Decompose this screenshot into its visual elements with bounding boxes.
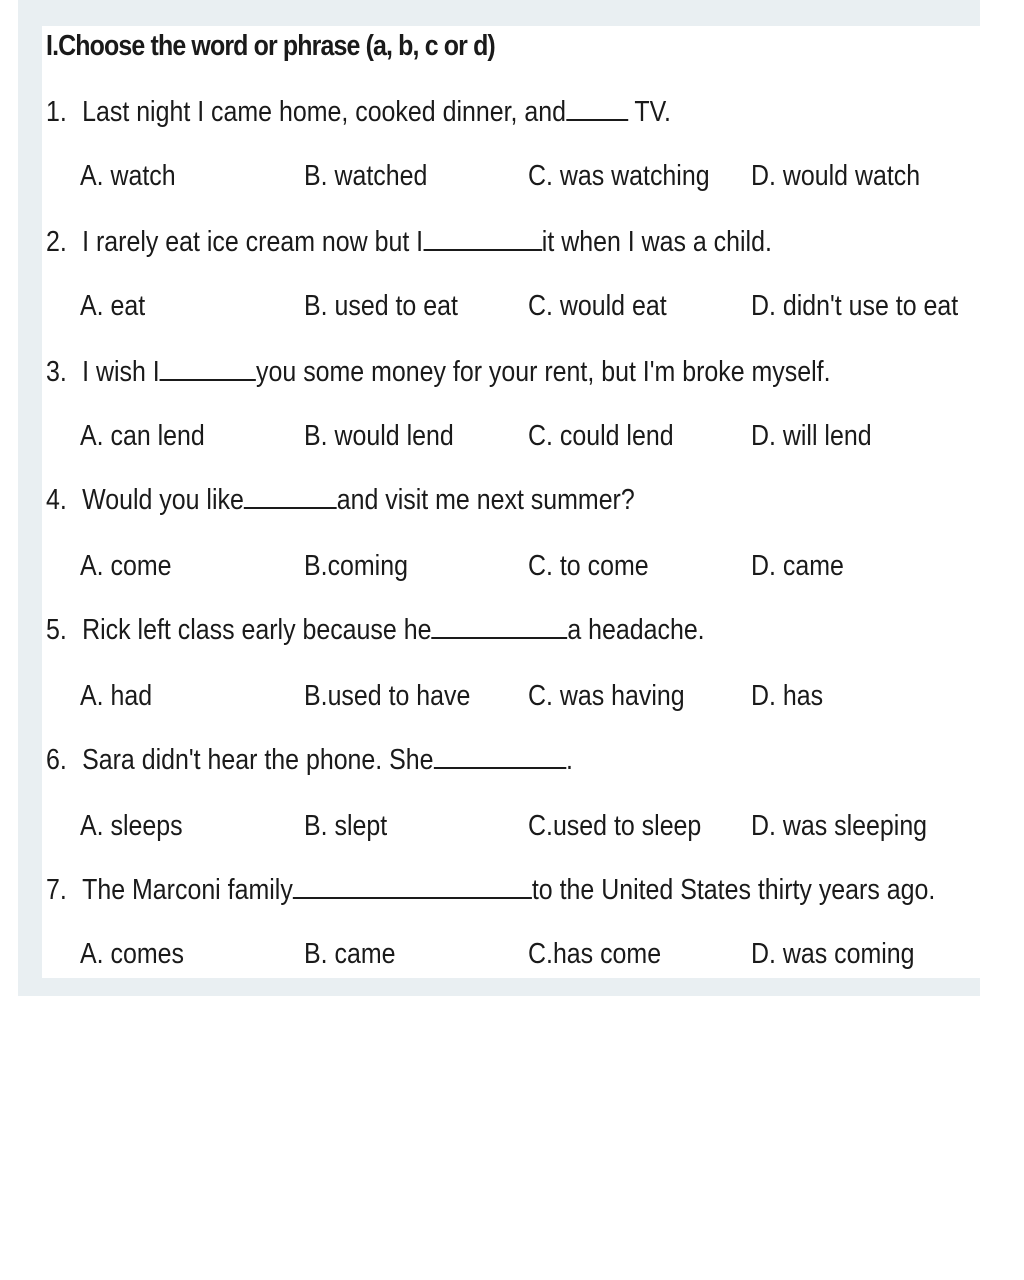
option-c[interactable]: C. to come (528, 550, 649, 582)
option-a[interactable]: A. can lend (80, 420, 205, 452)
option-b[interactable]: B. slept (304, 810, 388, 842)
option-a[interactable]: A. eat (80, 290, 146, 322)
option-c[interactable]: C.used to sleep (528, 810, 702, 842)
option-b[interactable]: B. would lend (304, 420, 454, 452)
option-c[interactable]: C. was having (528, 680, 685, 712)
option-d[interactable]: D. came (751, 550, 844, 582)
answer-blank[interactable] (431, 615, 567, 639)
option-c[interactable]: C. was watching (528, 160, 710, 192)
option-b[interactable]: B.used to have (304, 680, 471, 712)
answer-blank[interactable] (244, 485, 337, 509)
question-text-after: you some money for your rent, but I'm broke myself. (256, 356, 831, 388)
question-2 (46, 226, 772, 259)
question-number: 1. (46, 96, 67, 128)
question-3 (46, 356, 831, 389)
question-text-before: Sara didn't hear the phone. She (82, 744, 434, 776)
option-d[interactable]: D. will lend (751, 420, 872, 452)
option-d[interactable]: D. was coming (751, 938, 915, 970)
option-c[interactable]: C. would eat (528, 290, 667, 322)
option-a[interactable]: A. watch (80, 160, 176, 192)
question-5 (46, 614, 705, 647)
question-text-before: The Marconi family (82, 874, 293, 906)
option-a[interactable]: A. come (80, 550, 172, 582)
option-a[interactable]: A. had (80, 680, 153, 712)
question-text-after: it when I was a child. (541, 226, 772, 258)
option-a[interactable]: A. sleeps (80, 810, 183, 842)
question-text-after: and visit me next summer? (336, 484, 635, 516)
exercise-heading: I.Choose the word or phrase (a, b, c or d) (46, 30, 495, 62)
question-text-before: I wish I (82, 356, 160, 388)
option-a[interactable]: A. comes (80, 938, 184, 970)
question-text-after: TV. (627, 96, 671, 128)
question-text-before: Last night I came home, cooked dinner, and (82, 96, 566, 128)
worksheet (42, 26, 988, 978)
option-b[interactable]: B. watched (304, 160, 428, 192)
question-number: 3. (46, 356, 67, 388)
question-7 (46, 874, 935, 907)
option-c[interactable]: C. could lend (528, 420, 674, 452)
answer-blank[interactable] (566, 97, 628, 121)
question-number: 4. (46, 484, 67, 516)
option-b[interactable]: B.coming (304, 550, 408, 582)
option-d[interactable]: D. would watch (751, 160, 921, 192)
question-text-before: Would you like (82, 484, 244, 516)
option-d[interactable]: D. has (751, 680, 824, 712)
question-6 (46, 744, 573, 777)
worksheet-frame (18, 0, 980, 996)
answer-blank[interactable] (423, 227, 542, 251)
question-number: 5. (46, 614, 67, 646)
option-c[interactable]: C.has come (528, 938, 662, 970)
question-text-after: . (565, 744, 573, 776)
question-number: 6. (46, 744, 67, 776)
question-text-before: Rick left class early because he (82, 614, 432, 646)
option-b[interactable]: B. came (304, 938, 396, 970)
answer-blank[interactable] (293, 875, 532, 899)
question-1 (46, 96, 671, 129)
question-4 (46, 484, 635, 517)
question-text-before: I rarely eat ice cream now but I (82, 226, 424, 258)
option-d[interactable]: D. was sleeping (751, 810, 928, 842)
question-text-after: a headache. (567, 614, 705, 646)
option-d[interactable]: D. didn't use to eat (751, 290, 959, 322)
answer-blank[interactable] (160, 357, 256, 381)
answer-blank[interactable] (434, 745, 566, 769)
question-text-after: to the United States thirty years ago. (531, 874, 936, 906)
option-b[interactable]: B. used to eat (304, 290, 458, 322)
question-number: 7. (46, 874, 67, 906)
question-number: 2. (46, 226, 67, 258)
